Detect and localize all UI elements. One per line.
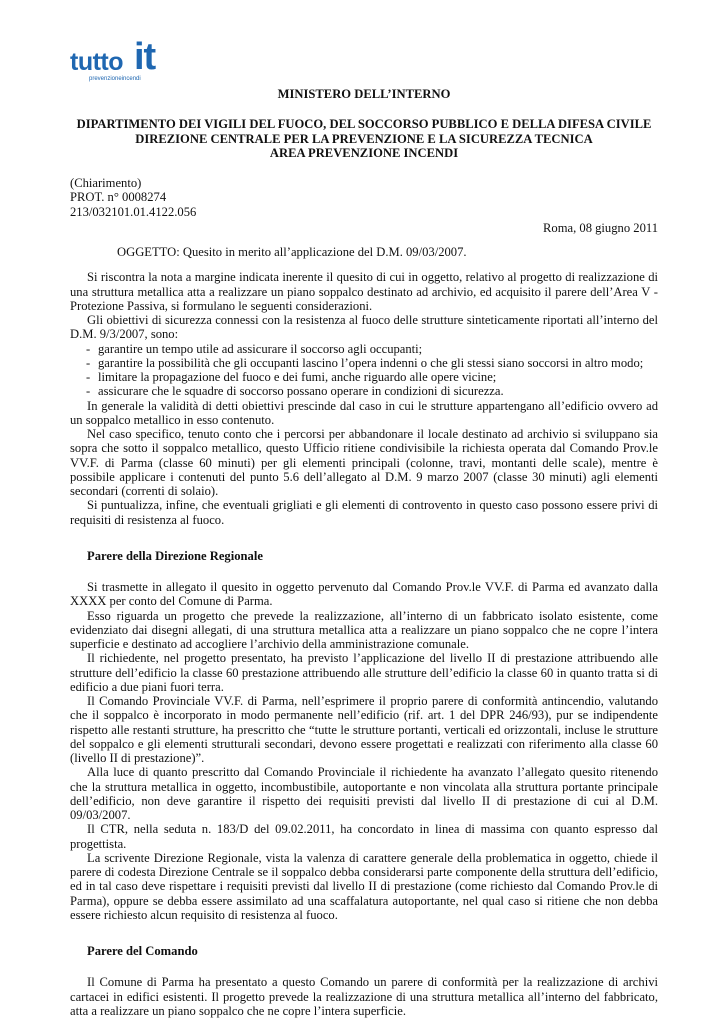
paragraph: La scrivente Direzione Regionale, vista la valenza di carattere generale della problematica in oggetto, chiede il parere di codesta Direzione Centrale se il soppalco debba considerarsi parte componente della struttura dell’edificio, ed in tal caso deve rispettare i requisiti previsti dal livello II di prestazione (come richiesto dal Comando Prov.le di Parma), oppure se debba essere assimilato ad una scaffalatura autoportante, nel qual caso si ritiene che non debba essere richiesto alcun requisito di resistenza al fuoco. bbox=[70, 850, 658, 922]
document-body bbox=[70, 87, 658, 1018]
section-regional bbox=[70, 580, 658, 922]
list-item: - garantire un tempo utile ad assicurare il soccorso agli occupanti; bbox=[86, 341, 423, 356]
section-comando bbox=[70, 975, 658, 1018]
protocol-code: 213/032101.01.4122.056 bbox=[70, 204, 197, 219]
section-heading-regional: Parere della Direzione Regionale bbox=[87, 548, 263, 563]
tuttoit-logo bbox=[70, 38, 170, 86]
paragraph: Esso riguarda un progetto che prevede la realizzazione, all’interno di un fabbricato isolato esistente, come evidenziato dai disegni allegati, di una struttura metallica atta a realizzare un piano soppalco che ne copre l’intera superficie e destinato ad accogliere l’archivio della amministrazione comunale. bbox=[70, 608, 658, 651]
paragraph: In generale la validità di detti obiettivi prescinde dal caso in cui le strutture appartengano all’edificio ovvero ad un soppalco metallico in esso contenuto. bbox=[70, 398, 658, 427]
paragraph: Si riscontra la nota a margine indicata inerente il quesito di cui in oggetto, relativo al progetto di realizzazione di una struttura metallica atta a realizzare un piano soppalco destinato ad archivio, ed acquisito il parere dell’Area V - Protezione Passiva, si formulano le seguenti considerazioni. bbox=[70, 270, 658, 313]
department-line: DIPARTIMENTO DEI VIGILI DEL FUOCO, DEL SOCCORSO PUBBLICO E DELLA DIFESA CIVILE bbox=[76, 117, 652, 132]
paragraph: Nel caso specifico, tenuto conto che i percorsi per abbandonare il locale destinato ad archivio si sviluppano sia sopra che sotto il soppalco metallico, questo Ufficio ritiene condivisibile la richiesta operata dal Comando Prov.le VV.F. di Parma (classe 60 minuti) per gli elementi principali (colonne, travi, montanti delle scale), mentre è possibile applicare i contenuti del punto 5.6 dell’allegato al D.M. 9 marzo 2007 (classe 30 minuti) agli elementi secondari (correnti di solaio). bbox=[70, 427, 658, 498]
ministry-heading: MINISTERO DELL’INTERNO bbox=[277, 87, 451, 101]
section-heading-comando: Parere del Comando bbox=[87, 944, 198, 958]
paragraph: Il richiedente, nel progetto presentato, ha previsto l’applicazione del livello II di prestazione attribuendo alle strutture dell’edificio la classe 60 prestazione attribuendo alle strutture dell’edificio la classe 60 in quanto tratta si di edificio a due piani fuori terra. bbox=[70, 651, 658, 694]
protocol-number: PROT. n° 0008274 bbox=[70, 190, 167, 205]
section-response bbox=[70, 270, 658, 527]
paragraph: Gli obiettivi di sicurezza connessi con la resistenza al fuoco delle strutture sinteticamente riportati all’interno del D.M. 9/3/2007, sono: bbox=[70, 313, 658, 342]
list-item: - limitare la propagazione del fuoco e dei fumi, anche riguardo alle opere vicine; bbox=[86, 370, 497, 384]
department-line: DIREZIONE CENTRALE PER LA PREVENZIONE E LA SICUREZZA TECNICA bbox=[135, 131, 593, 146]
subject-line: OGGETTO: Quesito in merito all’applicazione del D.M. 09/03/2007. bbox=[117, 245, 467, 259]
paragraph: Si puntualizza, infine, che eventuali grigliati e gli elementi di controvento in questo caso possono essere privi di requisiti di resistenza al fuoco. bbox=[70, 498, 658, 527]
logo-word: tutto bbox=[70, 48, 124, 76]
document-date: Roma, 08 giugno 2011 bbox=[543, 220, 658, 235]
logo-tagline: prevenzioneincendi bbox=[89, 76, 141, 82]
department-line: AREA PREVENZIONE INCENDI bbox=[269, 145, 459, 160]
paragraph: Il CTR, nella seduta n. 183/D del 09.02.2011, ha concordato in linea di massima con quanto espresso dal progettista. bbox=[70, 822, 658, 851]
protocol-block bbox=[70, 176, 658, 235]
list-item: - garantire la possibilità che gli occupanti lascino l’opera indenni o che gli stessi siano soccorsi in altro modo; bbox=[86, 355, 644, 370]
logo-it: it bbox=[134, 36, 156, 78]
paragraph: Il Comando Provinciale VV.F. di Parma, nell’esprimere il proprio parere di conformità antincendio, valutando che il soppalco è incorporato in modo permanente nell’edificio (rif. art. 1 del DPR 246/93), pur se indipendente rispetto alle restanti strutture, ha prescritto che “tutte le strutture portanti, verticali ed orizzontali, incluse le strutture del soppalco e gli elementi strutturali secondari, devono essere progettati e realizzati con riferimento alla classe 60 (livello II di prestazione)”. bbox=[70, 694, 658, 765]
paragraph: Alla luce di quanto prescritto dal Comando Provinciale il richiedente ha avanzato l’allegato quesito ritenendo che la struttura metallica in oggetto, incombustibile, autoportante e non vincolata alla struttura portante principale dell’edificio, non deve garantire il rispetto dei requisiti previsti dal livello II di prestazione di cui al D.M. 09/03/2007. bbox=[70, 765, 658, 822]
doc-type: (Chiarimento) bbox=[70, 176, 142, 190]
department-heading bbox=[70, 117, 658, 160]
paragraph: Si trasmette in allegato il quesito in oggetto pervenuto dal Comando Prov.le VV.F. di Parma ed avanzato dalla XXXX per conto del Comune di Parma. bbox=[70, 580, 658, 609]
paragraph: Il Comune di Parma ha presentato a questo Comando un parere di conformità per la realizzazione di archivi cartacei in edifici esistenti. Il progetto prevede la realizzazione di una struttura metallica all’interno del fabbricato, atta a realizzare un piano soppalco che ne copre l’intera superficie. bbox=[70, 975, 658, 1018]
objectives-list bbox=[70, 342, 658, 399]
list-item: - assicurare che le squadre di soccorso possano operare in condizioni di sicurezza. bbox=[86, 384, 504, 399]
